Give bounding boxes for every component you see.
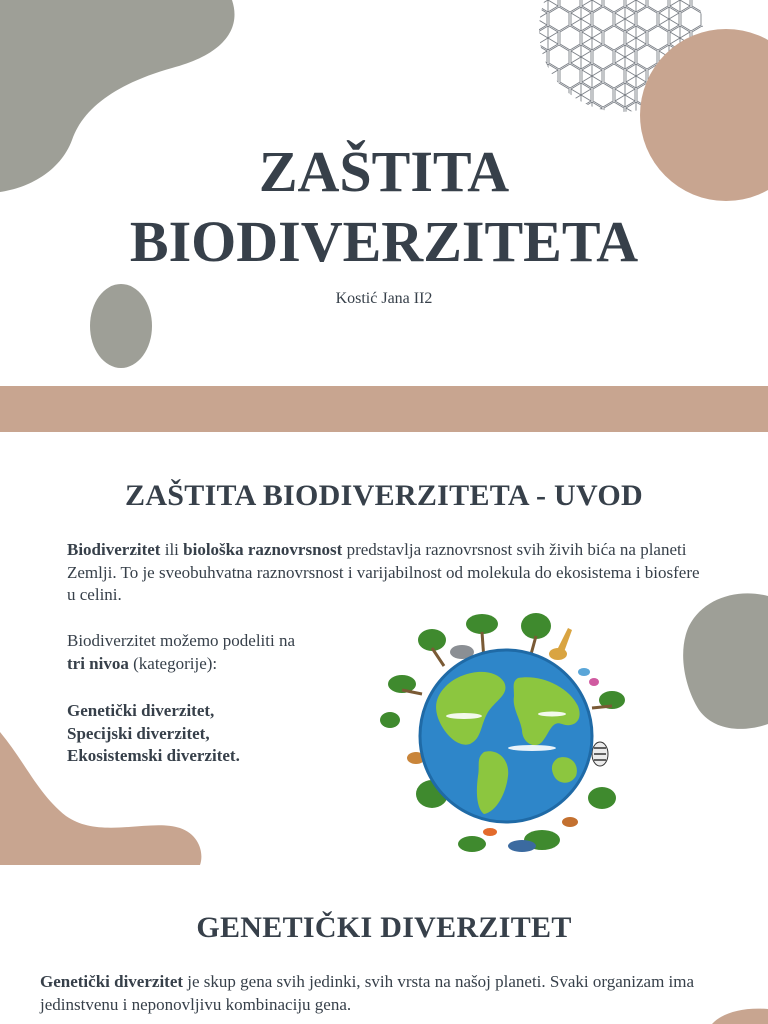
section-heading: ZAŠTITA BIODIVERZITETA - UVOD [125,479,643,512]
author-line: Kostić Jana II2 [335,290,433,307]
title-slide [0,0,768,386]
term-geneticki-diverzitet: Genetički diverzitet [40,972,184,991]
levels-list [67,700,347,768]
earth-biodiversity-illustration [372,608,642,858]
genetic-heading: GENETIČKI DIVERZITET [196,911,572,944]
division-bold: tri nivoa [67,653,129,673]
intro-connector: ili [160,540,184,559]
title-line-2: BIODIVERZITETA [129,209,639,274]
term-bioloska-raznovrsnost: biološka raznovrsnost [183,540,343,559]
division-paragraph [67,630,347,675]
grey-blob-right [683,592,768,732]
genetic-paragraph [40,971,730,1016]
level-item-species: Specijski diverzitet, [67,723,210,743]
division-rest: (kategorije): [128,653,218,673]
intro-slide [0,432,768,865]
level-item-genetic: Genetički diverzitet, [67,701,215,720]
slide-divider [0,386,768,432]
genetic-slide [0,865,768,1024]
intro-paragraph [67,539,707,607]
title-line-1: ZAŠTITA [258,139,510,204]
term-biodiverzitet: Biodiverzitet [67,540,161,559]
level-item-ecosystem: Ekosistemski diverzitet. [67,746,240,765]
division-text: Biodiverzitet možemo podeliti na [67,631,296,650]
intro-definition: predstavlja raznovrsnost svih živih bića na planeti Zemlji. To je sveobuhvatna raznovrsnost i varijabilnost od molekula do ekosistema i biosfere u celini. [67,540,700,604]
genetic-definition: je skup gena svih jedinki, svih vrsta na našoj planeti. Svaki organizam ima jedinstvenu i neponovljivu kombinaciju gena. [40,972,695,1014]
